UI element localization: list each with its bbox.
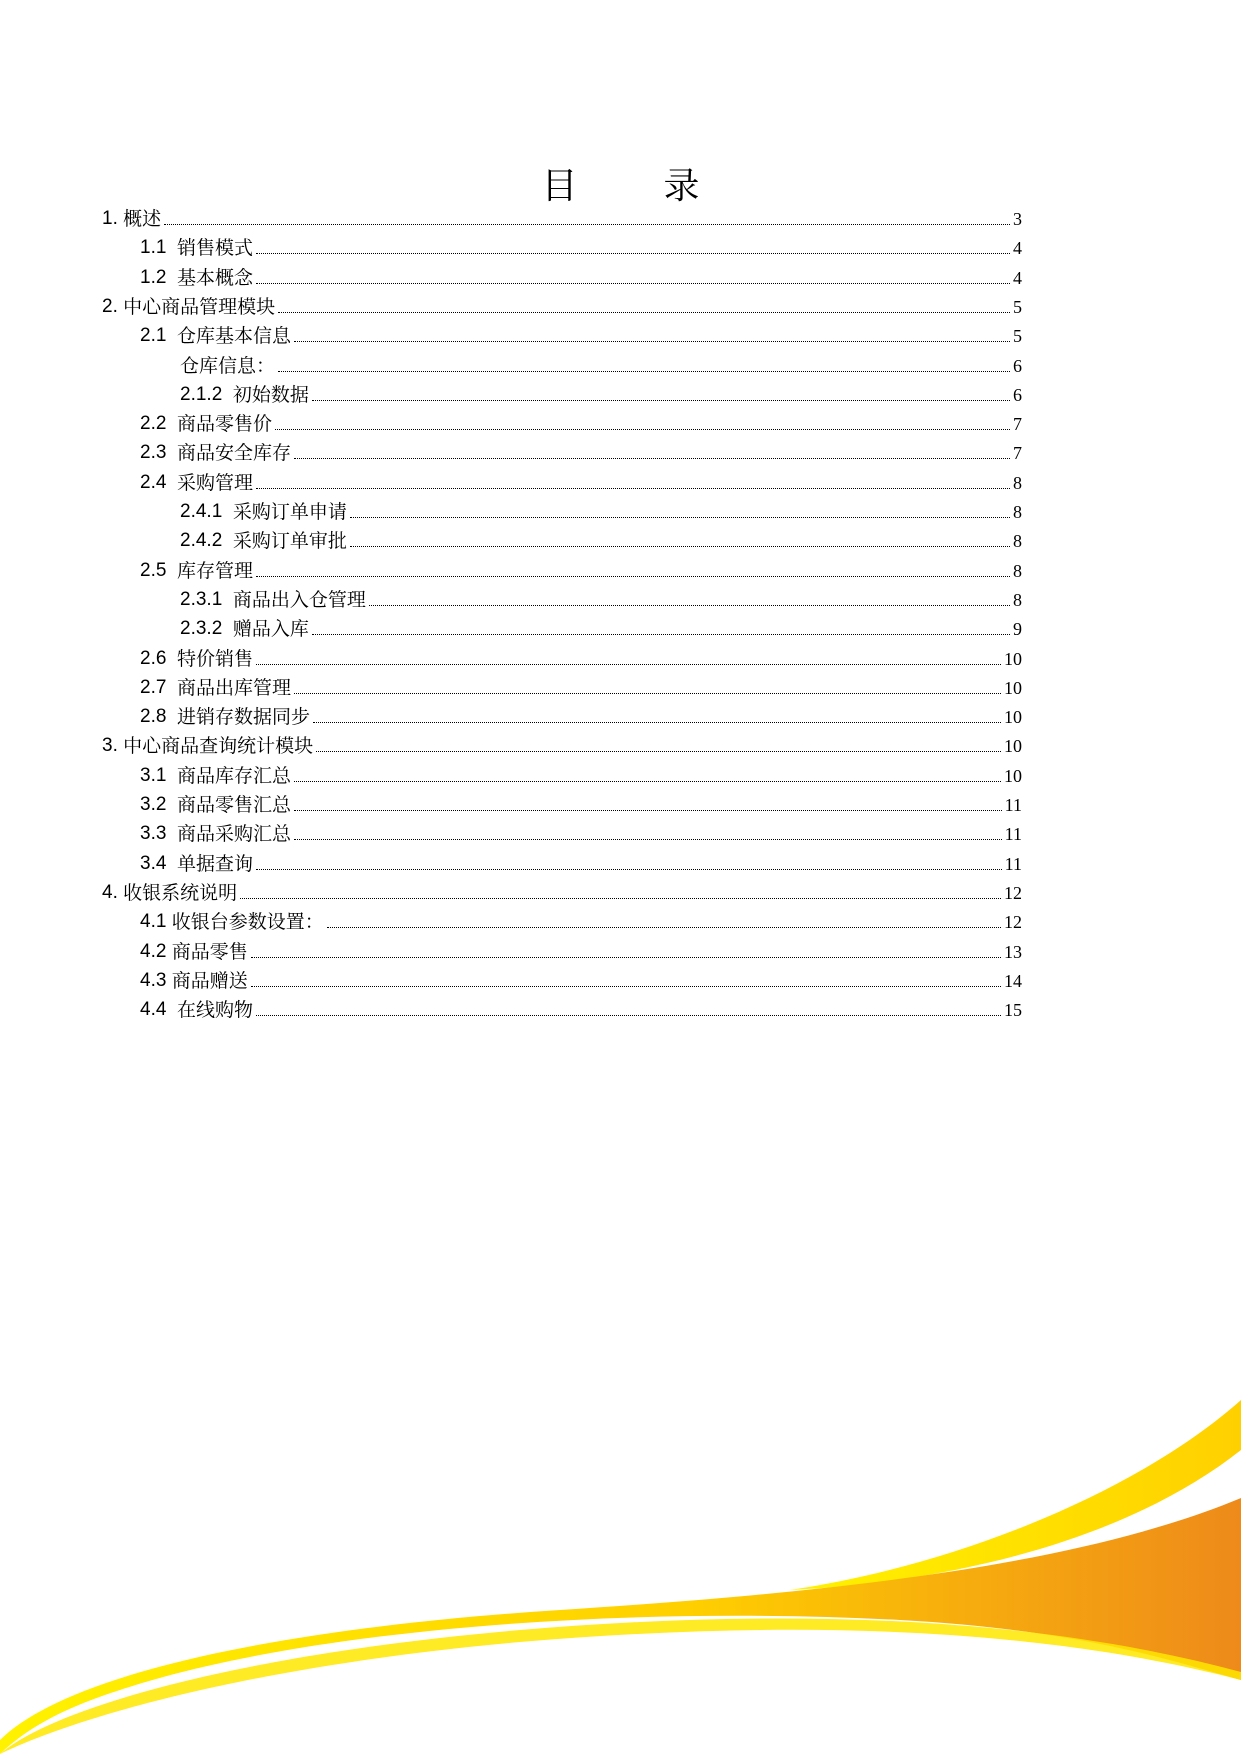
toc-entry-label: 仓库信息： xyxy=(180,354,276,377)
toc-dot-leader xyxy=(312,399,1010,401)
toc-entry-page: 6 xyxy=(1013,384,1022,405)
toc-dot-leader xyxy=(256,252,1010,254)
toc-entry[interactable] xyxy=(140,551,1022,583)
toc-entry-label: 中心商品管理模块 xyxy=(123,295,276,318)
toc-entry-page: 9 xyxy=(1013,619,1022,640)
toc-entry-label: 仓库基本信息 xyxy=(176,325,291,348)
toc-entry-page: 11 xyxy=(1004,853,1022,874)
title-char-1: 目 xyxy=(541,166,578,207)
toc-entry-number: 3. xyxy=(102,735,124,757)
toc-entry-number: 2.4.1 xyxy=(180,501,233,522)
toc-entry-number: 2.3 xyxy=(140,442,177,464)
toc-entry-page: 12 xyxy=(1004,882,1022,903)
toc-entry-number: 4.3 xyxy=(140,969,172,991)
toc-entry-page: 10 xyxy=(1004,736,1022,757)
swoosh-bottom-stroke xyxy=(0,1618,1241,1754)
toc-entry-label: 商品出库管理 xyxy=(176,676,291,699)
toc-entry[interactable] xyxy=(140,404,1022,436)
toc-entry-page: 6 xyxy=(1013,355,1022,376)
toc-entry-label: 收银台参数设置： xyxy=(171,911,324,934)
toc-entry-number: 3.1 xyxy=(140,764,177,786)
toc-entry-label: 库存管理 xyxy=(176,559,253,582)
toc-dot-leader xyxy=(256,282,1010,284)
toc-entry-number: 2.8 xyxy=(140,706,177,728)
toc-entry-page: 11 xyxy=(1004,795,1022,815)
toc-entry-label: 采购管理 xyxy=(176,471,253,494)
toc-entry-page: 5 xyxy=(1013,326,1022,347)
toc-dot-leader xyxy=(369,604,1010,606)
toc-entry-number: 2.2 xyxy=(140,413,177,435)
toc-entry-page: 8 xyxy=(1013,502,1022,522)
toc-entry-number: 3.2 xyxy=(140,794,177,815)
toc-entry[interactable] xyxy=(140,463,1022,495)
toc-entry[interactable] xyxy=(140,316,1022,348)
toc-entry-number: 1. xyxy=(102,208,124,229)
toc-dot-leader xyxy=(256,575,1010,577)
decorative-swoosh xyxy=(0,1380,1241,1754)
toc-entry-page: 8 xyxy=(1013,560,1022,581)
toc-entry-label: 商品赠送 xyxy=(171,969,248,992)
toc-entry[interactable] xyxy=(140,228,1022,260)
toc-entry-page: 5 xyxy=(1013,296,1022,317)
toc-dot-leader xyxy=(294,780,1001,782)
toc-entry[interactable] xyxy=(140,814,1022,846)
toc-dot-leader xyxy=(278,370,1010,372)
toc-dot-leader xyxy=(278,311,1010,313)
toc-dot-leader xyxy=(256,487,1010,489)
toc-entry[interactable] xyxy=(140,990,1022,1022)
toc-entry-label: 收银系统说明 xyxy=(123,881,238,904)
toc-entry[interactable] xyxy=(102,287,1022,319)
toc-entry-number: 2.6 xyxy=(140,647,177,669)
toc-entry-number: 4.1 xyxy=(140,911,172,933)
toc-entry-number: 2.3.1 xyxy=(180,588,233,610)
toc-dot-leader xyxy=(294,692,1001,694)
toc-entry-number: 2.1.2 xyxy=(180,383,233,405)
toc-dot-leader xyxy=(313,721,1001,723)
toc-entry[interactable] xyxy=(140,844,1022,876)
toc-entry[interactable] xyxy=(140,258,1022,290)
toc-entry[interactable] xyxy=(102,726,1022,758)
toc-entry[interactable] xyxy=(180,492,1022,524)
toc-entry-number: 4.2 xyxy=(140,940,172,962)
toc-entry-number: 4. xyxy=(102,881,124,903)
toc-entry-page: 12 xyxy=(1004,912,1022,933)
toc-entry-label: 商品零售汇总 xyxy=(176,794,291,816)
toc-entry[interactable] xyxy=(180,346,1022,378)
toc-entry[interactable] xyxy=(102,199,1022,231)
toc-entry[interactable] xyxy=(180,521,1022,553)
toc-entry-label: 采购订单申请 xyxy=(232,501,347,523)
toc-dot-leader xyxy=(294,838,1002,840)
toc-entry-page: 4 xyxy=(1013,238,1022,259)
toc-entry-number: 2. xyxy=(102,295,124,317)
title-char-2: 录 xyxy=(663,166,700,207)
toc-entry-label: 基本概念 xyxy=(176,266,253,289)
toc-dot-leader xyxy=(350,545,1010,547)
toc-entry[interactable] xyxy=(102,873,1022,905)
toc-entry-page: 3 xyxy=(1013,209,1022,229)
toc-entry-page: 11 xyxy=(1004,824,1022,845)
toc-entry-label: 商品零售 xyxy=(171,940,248,963)
toc-entry-label: 商品采购汇总 xyxy=(176,823,291,846)
toc-entry[interactable] xyxy=(180,375,1022,407)
toc-entry-page: 10 xyxy=(1004,765,1022,786)
toc-dot-leader xyxy=(164,223,1010,225)
toc-entry-page: 13 xyxy=(1004,941,1022,962)
toc-dot-leader xyxy=(294,340,1010,342)
toc-entry-number: 1.2 xyxy=(140,266,177,288)
toc-dot-leader xyxy=(256,663,1001,665)
toc-entry-label: 赠品入库 xyxy=(232,618,309,641)
toc-entry[interactable] xyxy=(140,756,1022,788)
toc-dot-leader xyxy=(312,633,1010,635)
toc-entry-page: 4 xyxy=(1013,267,1022,288)
toc-entry-label: 在线购物 xyxy=(176,999,253,1022)
toc-entry-page: 14 xyxy=(1004,970,1022,991)
toc-entry[interactable] xyxy=(180,609,1022,641)
toc-entry-label: 商品出入仓管理 xyxy=(232,588,366,611)
toc-entry-number: 2.3.2 xyxy=(180,618,233,640)
toc-entry-number: 2.4 xyxy=(140,471,177,493)
toc-dot-leader xyxy=(251,956,1001,958)
toc-entry-number: 3.4 xyxy=(140,852,177,874)
toc-entry-label: 单据查询 xyxy=(176,852,253,875)
toc-entry-page: 8 xyxy=(1013,589,1022,610)
toc-entry-number: 2.4.2 xyxy=(180,530,233,552)
toc-entry-label: 采购订单审批 xyxy=(232,530,347,553)
toc-entry-number: 2.5 xyxy=(140,559,177,581)
toc-dot-leader xyxy=(256,1014,1001,1016)
toc-entry-page: 10 xyxy=(1004,677,1022,698)
toc-entry-page: 10 xyxy=(1004,648,1022,669)
toc-dot-leader xyxy=(294,809,1002,811)
toc-dot-leader xyxy=(275,428,1010,430)
toc-entry-page: 15 xyxy=(1004,1000,1022,1021)
toc-entry[interactable] xyxy=(140,433,1022,465)
toc-entry-label: 进销存数据同步 xyxy=(176,706,310,729)
toc-entry-label: 销售模式 xyxy=(176,237,253,260)
toc-dot-leader xyxy=(316,750,1001,752)
toc-entry[interactable] xyxy=(140,785,1022,817)
toc-entry-page: 7 xyxy=(1013,414,1022,435)
toc-entry[interactable] xyxy=(140,697,1022,729)
toc-entry[interactable] xyxy=(140,668,1022,700)
toc-entry-number: 3.3 xyxy=(140,823,177,845)
toc-entry[interactable] xyxy=(140,961,1022,993)
toc-entry-label: 商品零售价 xyxy=(176,413,272,436)
toc-entry-label: 特价销售 xyxy=(176,647,253,670)
toc-entry-label: 商品库存汇总 xyxy=(176,764,291,787)
toc-entry-page: 8 xyxy=(1013,472,1022,493)
toc-dot-leader xyxy=(294,457,1010,459)
toc-entry-number: 2.7 xyxy=(140,676,177,698)
toc-dot-leader xyxy=(327,926,1001,928)
toc-dot-leader xyxy=(256,868,1002,870)
toc-entry-number: 4.4 xyxy=(140,999,177,1021)
toc-dot-leader xyxy=(350,516,1010,518)
toc-entry-page: 8 xyxy=(1013,531,1022,552)
toc-entry-label: 初始数据 xyxy=(232,383,309,406)
toc-entry-page: 10 xyxy=(1004,707,1022,728)
toc-entry[interactable] xyxy=(140,932,1022,964)
toc-entry-page: 7 xyxy=(1013,443,1022,464)
toc-entry[interactable] xyxy=(140,902,1022,934)
toc-entry[interactable] xyxy=(180,580,1022,612)
toc-dot-leader xyxy=(240,897,1001,899)
toc-entry[interactable] xyxy=(140,639,1022,671)
toc-entry-label: 中心商品查询统计模块 xyxy=(123,735,314,758)
toc-entry-number: 2.1 xyxy=(140,325,177,347)
toc-entry-number: 1.1 xyxy=(140,237,177,259)
toc-entry-label: 商品安全库存 xyxy=(176,442,291,465)
toc-entry-label: 概述 xyxy=(123,208,162,230)
toc-dot-leader xyxy=(251,985,1001,987)
